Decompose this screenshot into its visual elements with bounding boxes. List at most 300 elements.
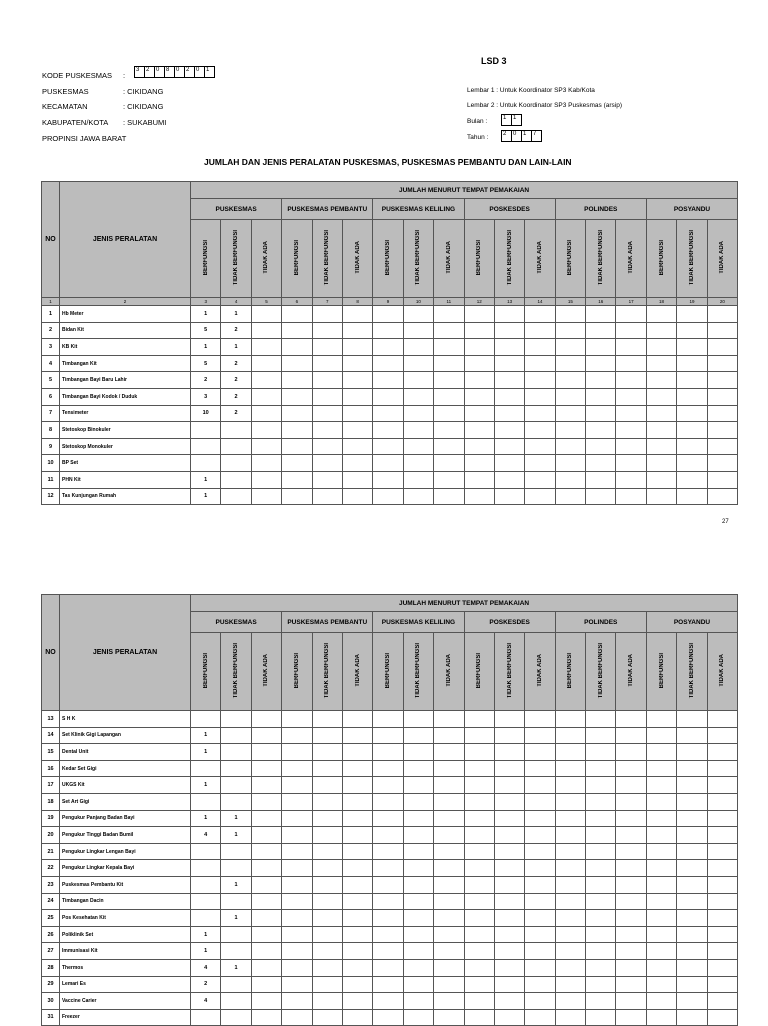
count-cell <box>646 810 676 827</box>
column-header-no: NO <box>42 595 60 711</box>
sub-header-tidak-ada <box>434 633 464 711</box>
count-cell <box>282 943 312 960</box>
count-cell: 2 <box>221 322 251 339</box>
equipment-name: Stetoskop Binokuler <box>60 422 191 439</box>
count-cell <box>616 372 646 389</box>
count-cell <box>646 1009 676 1026</box>
count-cell <box>707 876 737 893</box>
count-cell <box>434 322 464 339</box>
count-cell <box>646 339 676 356</box>
count-cell <box>342 1009 372 1026</box>
sub-header-tidak-berfungsi <box>586 633 616 711</box>
count-cell <box>677 455 707 472</box>
count-cell <box>464 355 494 372</box>
count-cell <box>251 993 281 1010</box>
row-number: 21 <box>42 843 60 860</box>
count-cell <box>525 744 555 761</box>
count-cell <box>707 405 737 422</box>
count-cell <box>646 993 676 1010</box>
count-cell <box>312 777 342 794</box>
table-row <box>42 438 738 455</box>
count-cell <box>525 422 555 439</box>
count-cell: 2 <box>221 388 251 405</box>
kode-digit: 1 <box>204 66 215 78</box>
count-cell <box>464 793 494 810</box>
row-number: 26 <box>42 926 60 943</box>
count-cell <box>616 860 646 877</box>
count-cell <box>312 372 342 389</box>
count-cell <box>251 976 281 993</box>
count-cell <box>677 943 707 960</box>
equipment-name: Immunisasi Kit <box>60 943 191 960</box>
count-cell <box>282 876 312 893</box>
kode-puskesmas-digits <box>135 66 215 78</box>
count-cell <box>464 777 494 794</box>
count-cell <box>494 993 524 1010</box>
sub-header-label: TIDAK BERFUNGSI <box>688 229 695 286</box>
count-cell <box>464 760 494 777</box>
count-cell <box>282 339 312 356</box>
sub-header-berfungsi <box>555 220 585 298</box>
column-number: 3 <box>191 298 221 306</box>
count-cell <box>555 827 585 844</box>
count-cell <box>677 760 707 777</box>
count-cell <box>646 827 676 844</box>
count-cell <box>646 943 676 960</box>
count-cell <box>677 959 707 976</box>
count-cell <box>707 422 737 439</box>
count-cell <box>525 760 555 777</box>
column-number: 15 <box>555 298 585 306</box>
count-cell <box>586 372 616 389</box>
count-cell <box>282 438 312 455</box>
count-cell <box>312 727 342 744</box>
count-cell <box>221 1009 251 1026</box>
count-cell <box>312 422 342 439</box>
sub-header-label: TIDAK BERFUNGSI <box>597 229 604 286</box>
count-cell <box>191 893 221 910</box>
count-cell <box>312 959 342 976</box>
count-cell <box>555 976 585 993</box>
kode-digit: 3 <box>134 66 145 78</box>
count-cell <box>586 827 616 844</box>
count-cell <box>555 422 585 439</box>
column-number: 6 <box>282 298 312 306</box>
equipment-name: Set Art Gigi <box>60 793 191 810</box>
column-number: 14 <box>525 298 555 306</box>
count-cell <box>646 959 676 976</box>
count-cell <box>494 388 524 405</box>
count-cell <box>525 926 555 943</box>
row-number: 29 <box>42 976 60 993</box>
count-cell <box>282 860 312 877</box>
count-cell <box>434 711 464 728</box>
count-cell <box>282 322 312 339</box>
count-cell <box>677 777 707 794</box>
count-cell <box>707 1009 737 1026</box>
sub-header-label: TIDAK BERFUNGSI <box>597 642 604 699</box>
count-cell <box>403 727 433 744</box>
count-cell <box>616 488 646 505</box>
count-cell <box>403 744 433 761</box>
column-header-jenis: JENIS PERALATAN <box>60 182 191 298</box>
count-cell <box>555 810 585 827</box>
count-cell <box>403 910 433 927</box>
count-cell <box>586 471 616 488</box>
count-cell <box>312 306 342 323</box>
count-cell <box>251 926 281 943</box>
sub-header-label: TIDAK BERFUNGSI <box>233 229 240 286</box>
count-cell <box>586 959 616 976</box>
count-cell <box>707 372 737 389</box>
count-cell <box>646 422 676 439</box>
count-cell: 2 <box>191 372 221 389</box>
count-cell <box>555 339 585 356</box>
count-cell <box>342 438 372 455</box>
count-cell <box>251 959 281 976</box>
count-cell <box>616 760 646 777</box>
sub-header-label: BERFUNGSI <box>202 239 209 276</box>
count-cell <box>282 976 312 993</box>
count-cell <box>403 843 433 860</box>
count-cell <box>646 438 676 455</box>
count-cell <box>403 455 433 472</box>
sub-header-berfungsi <box>191 220 221 298</box>
sub-header-berfungsi <box>464 633 494 711</box>
count-cell <box>494 793 524 810</box>
sub-header-label: BERFUNGSI <box>293 652 300 689</box>
count-cell <box>403 860 433 877</box>
count-cell <box>312 793 342 810</box>
count-cell <box>494 843 524 860</box>
count-cell <box>434 455 464 472</box>
table-row <box>42 488 738 505</box>
count-cell: 2 <box>191 976 221 993</box>
count-cell <box>434 405 464 422</box>
count-cell <box>586 876 616 893</box>
tahun-digit: 0 <box>511 130 522 142</box>
count-cell <box>403 793 433 810</box>
count-cell <box>373 876 403 893</box>
count-cell <box>677 322 707 339</box>
count-cell: 1 <box>191 943 221 960</box>
group-header-puskesmas: PUSKESMAS <box>191 199 282 220</box>
count-cell <box>342 488 372 505</box>
count-cell <box>707 810 737 827</box>
sub-header-label: BERFUNGSI <box>658 239 665 276</box>
equipment-name: Stetoskop Monokuler <box>60 438 191 455</box>
sub-header-berfungsi <box>373 220 403 298</box>
count-cell <box>707 926 737 943</box>
count-cell <box>251 455 281 472</box>
table-row <box>42 843 738 860</box>
count-cell <box>312 744 342 761</box>
count-cell <box>373 322 403 339</box>
count-cell <box>646 926 676 943</box>
count-cell <box>555 471 585 488</box>
count-cell: 1 <box>191 810 221 827</box>
count-cell <box>494 471 524 488</box>
count-cell <box>525 959 555 976</box>
column-header-jenis: JENIS PERALATAN <box>60 595 191 711</box>
sub-header-label: TIDAK ADA <box>719 241 726 274</box>
column-header-no: NO <box>42 182 60 298</box>
table-row <box>42 810 738 827</box>
equipment-name: Set Klinik Gigi Lapangan <box>60 727 191 744</box>
count-cell <box>586 810 616 827</box>
kode-digit: 2 <box>184 66 195 78</box>
column-number: 9 <box>373 298 403 306</box>
count-cell <box>373 306 403 323</box>
count-cell <box>251 438 281 455</box>
kecamatan-value: : CIKIDANG <box>123 102 164 111</box>
count-cell <box>403 388 433 405</box>
count-cell <box>586 760 616 777</box>
count-cell <box>191 422 221 439</box>
sub-header-berfungsi <box>646 220 676 298</box>
count-cell <box>373 827 403 844</box>
count-cell <box>616 793 646 810</box>
count-cell <box>373 860 403 877</box>
count-cell <box>251 1009 281 1026</box>
count-cell <box>221 926 251 943</box>
equipment-name: Pengukur Lingkar Kepala Bayi <box>60 860 191 877</box>
count-cell <box>707 322 737 339</box>
count-cell <box>251 322 281 339</box>
count-cell <box>707 711 737 728</box>
count-cell <box>707 388 737 405</box>
count-cell <box>707 455 737 472</box>
sub-header-tidak-ada <box>616 633 646 711</box>
count-cell <box>373 943 403 960</box>
table-row <box>42 993 738 1010</box>
count-cell <box>403 306 433 323</box>
group-header-puskesmas-pembantu: PUSKESMAS PEMBANTU <box>282 612 373 633</box>
column-number: 18 <box>646 298 676 306</box>
table-row <box>42 910 738 927</box>
sub-header-tidak-ada <box>251 633 281 711</box>
count-cell <box>616 711 646 728</box>
count-cell <box>494 455 524 472</box>
count-cell <box>434 760 464 777</box>
count-cell <box>403 711 433 728</box>
count-cell <box>312 405 342 422</box>
count-cell: 1 <box>191 727 221 744</box>
column-number: 17 <box>616 298 646 306</box>
count-cell: 10 <box>191 405 221 422</box>
count-cell <box>586 339 616 356</box>
count-cell <box>373 1009 403 1026</box>
sub-header-tidak-ada <box>525 633 555 711</box>
count-cell <box>646 860 676 877</box>
count-cell <box>282 306 312 323</box>
count-cell <box>221 760 251 777</box>
count-cell <box>525 993 555 1010</box>
table-row <box>42 976 738 993</box>
equipment-name: Bidan Kit <box>60 322 191 339</box>
count-cell <box>555 438 585 455</box>
count-cell: 4 <box>191 993 221 1010</box>
sub-header-label: TIDAK ADA <box>263 241 270 274</box>
count-cell <box>616 727 646 744</box>
count-cell <box>434 438 464 455</box>
count-cell <box>464 744 494 761</box>
count-cell <box>282 405 312 422</box>
count-cell <box>677 793 707 810</box>
count-cell <box>707 793 737 810</box>
equipment-name: Timbangan Dacin <box>60 893 191 910</box>
count-cell <box>342 843 372 860</box>
count-cell <box>191 910 221 927</box>
sub-header-label: TIDAK BERFUNGSI <box>415 229 422 286</box>
count-cell <box>282 471 312 488</box>
count-cell <box>434 793 464 810</box>
count-cell <box>221 471 251 488</box>
lembar-1: Lembar 1 : Untuk Koordinator SP3 Kab/Kota <box>467 87 595 94</box>
count-cell <box>646 893 676 910</box>
count-cell <box>312 322 342 339</box>
count-cell <box>494 422 524 439</box>
count-cell <box>586 727 616 744</box>
count-cell <box>282 711 312 728</box>
count-cell <box>586 1009 616 1026</box>
count-cell <box>707 959 737 976</box>
count-cell <box>555 388 585 405</box>
count-cell: 1 <box>191 339 221 356</box>
table-row <box>42 322 738 339</box>
count-cell <box>616 843 646 860</box>
kecamatan-label: KECAMATAN <box>42 102 88 111</box>
count-cell <box>646 793 676 810</box>
count-cell <box>494 876 524 893</box>
equipment-name: BP Set <box>60 455 191 472</box>
count-cell <box>494 355 524 372</box>
count-cell <box>373 388 403 405</box>
count-cell <box>434 926 464 943</box>
table-row <box>42 760 738 777</box>
count-cell <box>403 438 433 455</box>
count-cell <box>677 893 707 910</box>
count-cell <box>525 471 555 488</box>
count-cell <box>586 910 616 927</box>
count-cell <box>373 471 403 488</box>
sub-header-tidak-ada <box>525 220 555 298</box>
count-cell <box>282 827 312 844</box>
count-cell <box>373 372 403 389</box>
column-header-jumlah: JUMLAH MENURUT TEMPAT PEMAKAIAN <box>191 595 738 612</box>
count-cell <box>616 1009 646 1026</box>
count-cell: 1 <box>191 471 221 488</box>
count-cell <box>403 422 433 439</box>
count-cell <box>342 959 372 976</box>
count-cell <box>434 893 464 910</box>
count-cell <box>494 488 524 505</box>
count-cell <box>525 727 555 744</box>
count-cell <box>646 306 676 323</box>
count-cell <box>434 422 464 439</box>
column-number: 20 <box>707 298 737 306</box>
table-row <box>42 711 738 728</box>
table-row <box>42 455 738 472</box>
count-cell <box>282 760 312 777</box>
tahun-digit: 2 <box>501 130 512 142</box>
count-cell <box>677 471 707 488</box>
count-cell <box>464 893 494 910</box>
count-cell <box>586 777 616 794</box>
count-cell <box>191 711 221 728</box>
count-cell <box>282 910 312 927</box>
count-cell <box>282 926 312 943</box>
count-cell <box>677 926 707 943</box>
sub-header-label: TIDAK ADA <box>263 654 270 687</box>
count-cell <box>616 893 646 910</box>
count-cell <box>434 876 464 893</box>
count-cell <box>616 471 646 488</box>
count-cell <box>221 777 251 794</box>
kode-digit: 0 <box>154 66 165 78</box>
count-cell <box>555 355 585 372</box>
count-cell <box>525 893 555 910</box>
count-cell <box>464 810 494 827</box>
count-cell <box>191 843 221 860</box>
count-cell <box>555 793 585 810</box>
count-cell <box>221 744 251 761</box>
count-cell <box>525 711 555 728</box>
count-cell <box>494 959 524 976</box>
count-cell <box>525 322 555 339</box>
table-row <box>42 388 738 405</box>
count-cell <box>525 455 555 472</box>
count-cell <box>525 910 555 927</box>
count-cell <box>494 943 524 960</box>
sub-header-label: TIDAK BERFUNGSI <box>415 642 422 699</box>
table-row <box>42 1009 738 1026</box>
count-cell <box>434 976 464 993</box>
sub-header-tidak-berfungsi <box>403 633 433 711</box>
count-cell <box>707 993 737 1010</box>
count-cell <box>312 860 342 877</box>
count-cell: 1 <box>191 488 221 505</box>
count-cell <box>707 306 737 323</box>
equipment-name: S H K <box>60 711 191 728</box>
count-cell <box>434 471 464 488</box>
count-cell <box>251 893 281 910</box>
count-cell <box>434 777 464 794</box>
count-cell <box>555 711 585 728</box>
count-cell <box>342 943 372 960</box>
count-cell <box>616 438 646 455</box>
count-cell <box>525 827 555 844</box>
count-cell <box>525 488 555 505</box>
table-row <box>42 306 738 323</box>
sub-header-label: BERFUNGSI <box>476 652 483 689</box>
count-cell <box>555 926 585 943</box>
count-cell <box>312 976 342 993</box>
kode-digit: 0 <box>194 66 205 78</box>
count-cell <box>342 910 372 927</box>
row-number: 13 <box>42 711 60 728</box>
equipment-name: Kedar Set Gigi <box>60 760 191 777</box>
count-cell: 2 <box>221 405 251 422</box>
count-cell <box>312 438 342 455</box>
count-cell <box>403 976 433 993</box>
equipment-name: Lemari Es <box>60 976 191 993</box>
count-cell <box>373 727 403 744</box>
row-number: 8 <box>42 422 60 439</box>
count-cell <box>221 843 251 860</box>
count-cell <box>525 793 555 810</box>
count-cell <box>342 926 372 943</box>
